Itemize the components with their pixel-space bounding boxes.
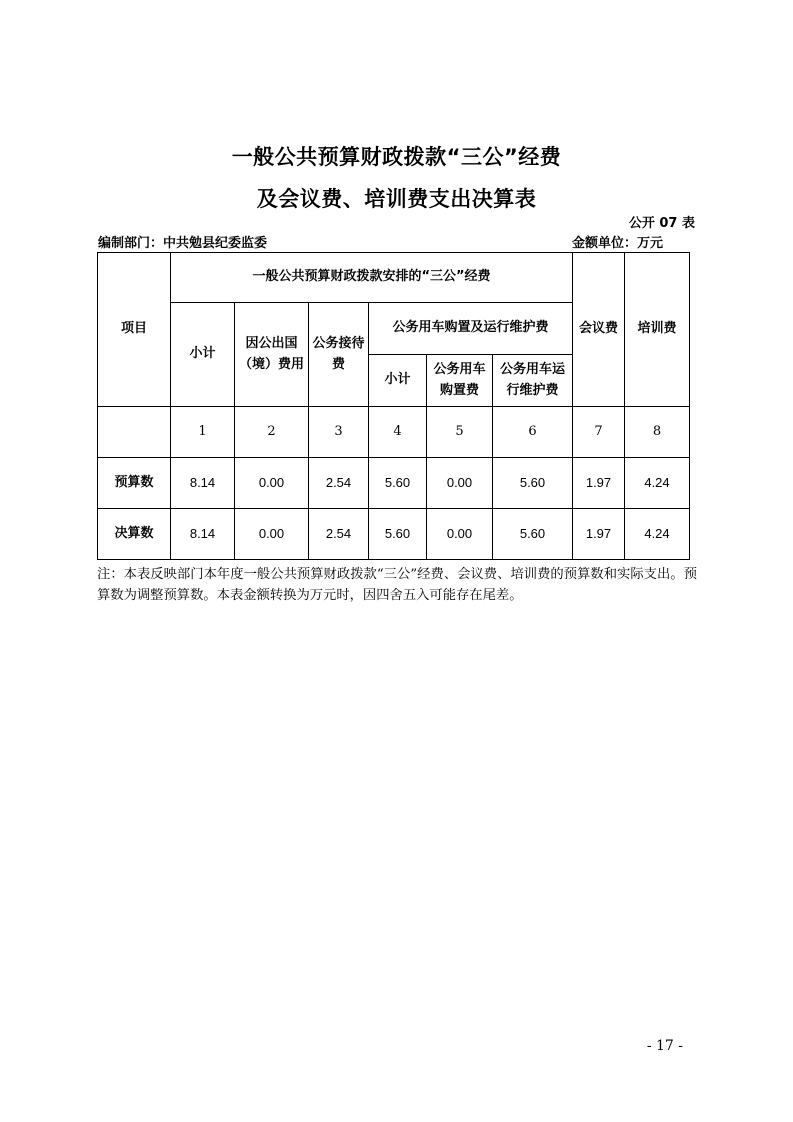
vehicle-purchase-header: 公务用车购置费 [427, 355, 493, 407]
column-index: 7 [573, 407, 625, 458]
vehicle-group-header: 公务用车购置及运行维护费 [369, 303, 573, 355]
column-index: 1 [171, 407, 235, 458]
sangong-group-header: 一般公共预算财政拨款安排的“三公”经费 [171, 253, 573, 303]
cell-value: 5.60 [369, 458, 427, 509]
cell-value: 0.00 [235, 509, 309, 560]
training-header: 培训费 [625, 253, 690, 407]
reception-header: 公务接待费 [309, 303, 369, 407]
cell-value: 5.60 [493, 509, 573, 560]
cell-value: 4.24 [625, 509, 690, 560]
column-index: 8 [625, 407, 690, 458]
cell-value: 5.60 [369, 509, 427, 560]
cell-value: 2.54 [309, 509, 369, 560]
item-header: 项目 [98, 253, 171, 407]
row-label: 决算数 [98, 509, 171, 560]
vehicle-subtotal-header: 小计 [369, 355, 427, 407]
row-label: 预算数 [98, 458, 171, 509]
cell-value: 0.00 [427, 458, 493, 509]
cell-value: 8.14 [171, 458, 235, 509]
cell-value: 5.60 [493, 458, 573, 509]
column-index: 5 [427, 407, 493, 458]
cell-value: 4.24 [625, 458, 690, 509]
cell-value: 0.00 [235, 458, 309, 509]
subtotal-header: 小计 [171, 303, 235, 407]
form-number: 公开 07 表 [628, 216, 695, 231]
table-note: 注：本表反映部门本年度一般公共预算财政拨款“三公”经费、会议费、培训费的预算数和实际支出。预算数为调整预算数。本表金额转换为万元时，因四舍五入可能存在尾差。 [97, 567, 697, 603]
cell-value: 2.54 [309, 458, 369, 509]
column-index: 4 [369, 407, 427, 458]
expense-table [97, 252, 690, 560]
cell-value: 1.97 [573, 458, 625, 509]
abroad-header: 因公出国（境）费用 [235, 303, 309, 407]
column-index: 6 [493, 407, 573, 458]
column-index: 3 [309, 407, 369, 458]
table-row [98, 458, 690, 509]
meeting-header: 会议费 [573, 253, 625, 407]
table-row [98, 509, 690, 560]
index-blank [98, 407, 171, 458]
vehicle-operation-header: 公务用车运行维护费 [493, 355, 573, 407]
title-line-2: 及会议费、培训费支出决算表 [256, 187, 537, 211]
page-number: - 17 - [646, 1038, 683, 1054]
cell-value: 8.14 [171, 509, 235, 560]
column-index: 2 [235, 407, 309, 458]
cell-value: 0.00 [427, 509, 493, 560]
unit-label: 金额单位：万元 [571, 236, 663, 251]
title-line-1: 一般公共预算财政拨款“三公”经费 [231, 145, 562, 169]
cell-value: 1.97 [573, 509, 625, 560]
department-label: 编制部门：中共勉县纪委监委 [98, 236, 268, 251]
